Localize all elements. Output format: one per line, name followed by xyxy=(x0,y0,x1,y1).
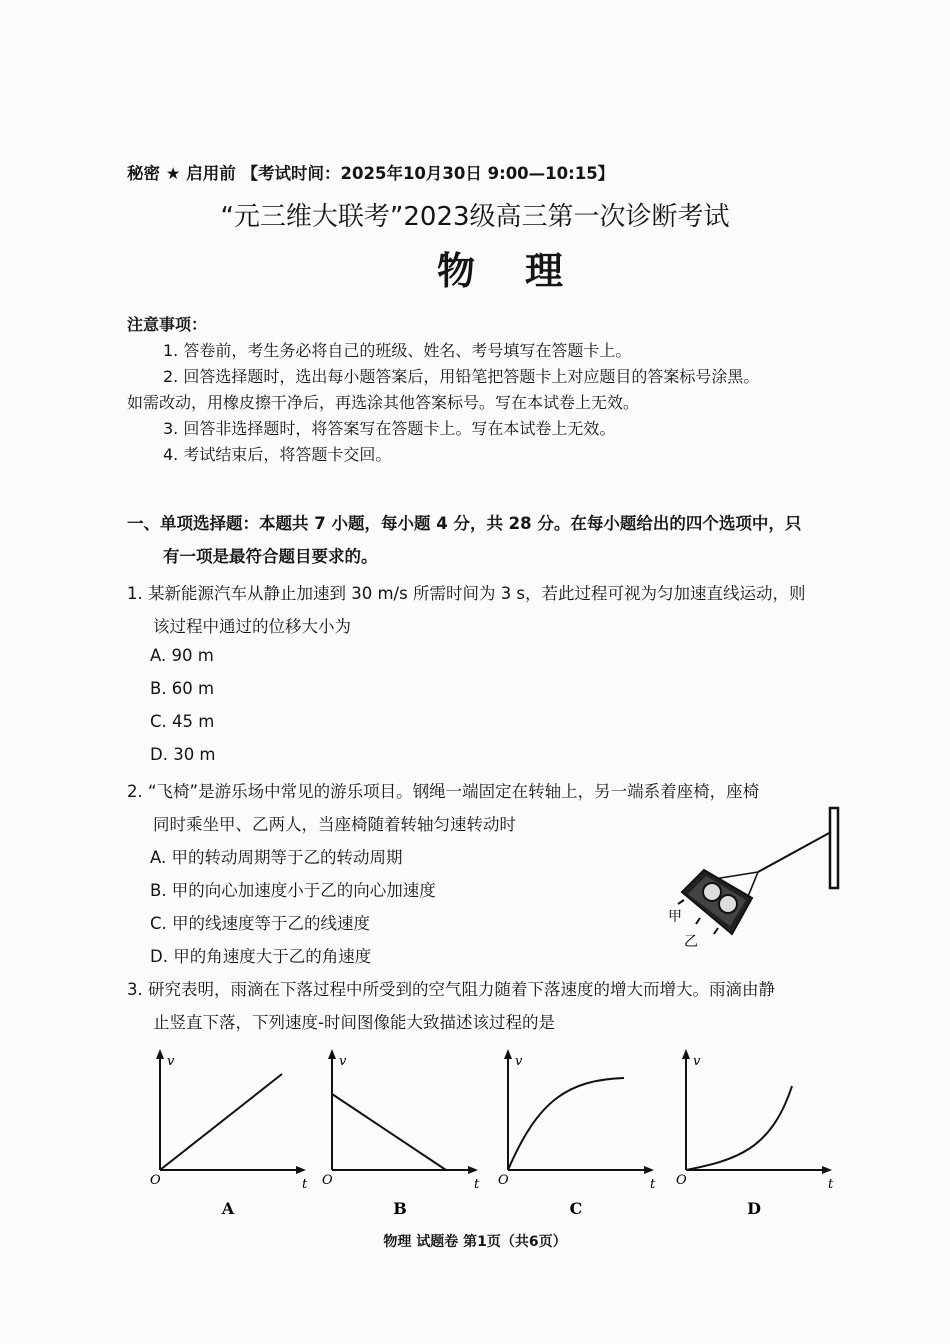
exam-title: “元三维大联考”2023级高三第一次诊断考试 xyxy=(220,202,730,232)
v-label: v xyxy=(515,1054,523,1069)
section1-heading: 一、单项选择题：本题共 7 小题，每小题 4 分，共 28 分。在每小题给出的四个选项中，只 xyxy=(127,514,802,533)
q1-option-a: A. 90 m xyxy=(150,646,214,665)
graph-label: A xyxy=(221,1199,235,1218)
notice-item-2-cont: 如需改动，用橡皮擦干净后，再选涂其他答案标号。写在本试卷上无效。 xyxy=(127,393,640,412)
q1-stem: 1. 某新能源汽车从静止加速到 30 m/s 所需时间为 3 s，若此过程可视为匀加速直线运动，则 xyxy=(127,584,806,603)
v-axis-arrow xyxy=(682,1049,690,1059)
notice-item-4: 4. 考试结束后，将答题卡交回。 xyxy=(163,445,392,464)
q2-stem-cont: 同时乘坐甲、乙两人，当座椅随着转轴匀速转动时 xyxy=(153,815,516,834)
origin-label: O xyxy=(498,1173,509,1188)
v-axis-arrow xyxy=(156,1049,164,1059)
vt-graph-a xyxy=(150,1049,308,1218)
vt-graphs xyxy=(140,1045,840,1225)
label-jia: 甲 xyxy=(668,909,682,925)
secret-line: 秘密 ★ 启用前 【考试时间：2025年10月30日 9:00—10:15】 xyxy=(127,164,615,183)
graph-label: D xyxy=(747,1199,761,1218)
notice-item-2: 2. 回答选择题时，选出每小题答案后，用铅笔把答题卡上对应题目的答案标号涂黑。 xyxy=(163,367,760,386)
q1-option-c: C. 45 m xyxy=(150,712,215,731)
q1-option-b: B. 60 m xyxy=(150,679,215,698)
q2-stem: 2. “飞椅”是游乐场中常见的游乐项目。钢绳一端固定在转轴上，另一端系着座椅，座椅 xyxy=(127,782,760,801)
vt-curve xyxy=(332,1094,446,1170)
v-axis-arrow xyxy=(328,1049,336,1059)
rotating-axis xyxy=(830,808,838,888)
vt-graph-b xyxy=(322,1049,480,1218)
vt-graph-c xyxy=(498,1049,656,1218)
q3-stem-cont: 止竖直下落，下列速度-时间图像能大致描述该过程的是 xyxy=(153,1013,555,1032)
q2-option-a: A. 甲的转动周期等于乙的转动周期 xyxy=(150,848,403,867)
graph-label: B xyxy=(393,1199,407,1218)
t-label: t xyxy=(474,1177,480,1192)
t-axis-arrow xyxy=(468,1166,478,1174)
q3-stem: 3. 研究表明，雨滴在下落过程中所受到的空气阻力随着下落速度的增大而增大。雨滴由静 xyxy=(127,980,775,999)
t-axis-arrow xyxy=(296,1166,306,1174)
v-label: v xyxy=(339,1054,347,1069)
t-axis-arrow xyxy=(644,1166,654,1174)
page-footer: 物理 试题卷 第1页（共6页） xyxy=(383,1234,567,1250)
notice-heading: 注意事项： xyxy=(127,315,208,334)
subject-title: 物理 xyxy=(436,249,613,293)
q2-option-c: C. 甲的线速度等于乙的线速度 xyxy=(150,914,371,933)
label-yi: 乙 xyxy=(684,934,698,950)
vt-curve xyxy=(686,1086,792,1170)
t-label: t xyxy=(828,1177,834,1192)
vt-graph-d xyxy=(676,1049,834,1218)
origin-label: O xyxy=(676,1173,687,1188)
graph-label: C xyxy=(569,1199,583,1218)
section1-heading-cont: 有一项是最符合题目要求的。 xyxy=(163,547,378,566)
v-label: v xyxy=(693,1054,701,1069)
origin-label: O xyxy=(322,1173,333,1188)
seat-with-riders xyxy=(678,870,752,934)
v-label: v xyxy=(167,1054,175,1069)
flying-chair-figure xyxy=(660,800,850,960)
vt-curve xyxy=(508,1078,624,1170)
notice-item-3: 3. 回答非选择题时，将答案写在答题卡上。写在本试卷上无效。 xyxy=(163,419,616,438)
t-axis-arrow xyxy=(822,1166,832,1174)
t-label: t xyxy=(650,1177,656,1192)
t-label: t xyxy=(302,1177,308,1192)
steel-rope xyxy=(758,832,831,872)
notice-item-1: 1. 答卷前，考生务必将自己的班级、姓名、考号填写在答题卡上。 xyxy=(163,341,632,360)
vt-curve xyxy=(160,1074,282,1170)
q1-stem-cont: 该过程中通过的位移大小为 xyxy=(153,617,351,636)
origin-label: O xyxy=(150,1173,161,1188)
q2-option-b: B. 甲的向心加速度小于乙的向心加速度 xyxy=(150,881,436,900)
q2-option-d: D. 甲的角速度大于乙的角速度 xyxy=(150,947,372,966)
q1-option-d: D. 30 m xyxy=(150,745,216,764)
v-axis-arrow xyxy=(504,1049,512,1059)
